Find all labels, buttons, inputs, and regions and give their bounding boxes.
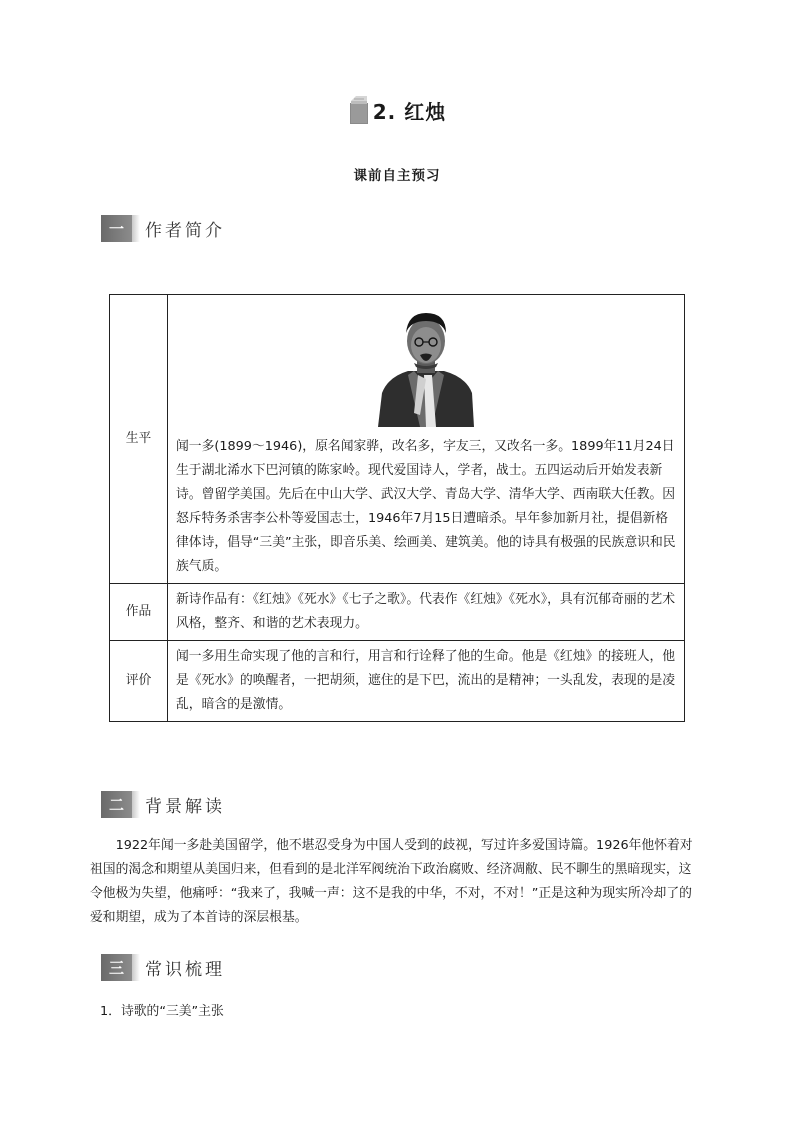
section-number: 三 [101, 954, 132, 981]
section-header-author [101, 214, 225, 242]
section-number: 一 [101, 215, 132, 242]
background-paragraph: 1922年闻一多赴美国留学，他不堪忍受身为中国人受到的歧视，写过许多爱国诗篇。1926年他怀着对祖国的渴念和期望从美国归来，但看到的是北洋军阀统治下政治腐败、经济凋敝、民不聊生的黑暗现实，这令他极为失望，他痛呼：“我来了，我喊一声：这不是我的中华，不对，不对！”正是这种为现实所冷却了的爱和期望，成为了本首诗的深层根基。 [90, 838, 693, 925]
section-number: 二 [101, 791, 132, 818]
section-title: 背景解读 [145, 796, 225, 817]
knowledge-list-item: 1．诗歌的“三美”主张 [100, 1004, 224, 1019]
table-row-life [110, 295, 685, 584]
evaluation-description: 闻一多用生命实现了他的言和行，用言和行诠释了他的生命。他是《红烛》的接班人，他是《死水》的唤醒者，一把胡须，遮住的是下巴，流出的是精神；一头乱发，表现的是凌乱，暗含的是激情。 [168, 641, 685, 722]
works-description: 新诗作品有：《红烛》《死水》《七子之歌》。代表作《红烛》《死水》，具有沉郁奇丽的艺术风格，整齐、和谐的艺术表现力。 [168, 584, 685, 641]
section-shadow-decoration [132, 954, 140, 981]
row-label: 作品 [110, 584, 168, 641]
portrait-image [374, 305, 478, 427]
author-info-table [109, 294, 685, 722]
section-title: 常识梳理 [145, 959, 225, 980]
row-label: 评价 [110, 641, 168, 722]
row-content-life [168, 295, 685, 584]
page-subtitle: 课前自主预习 [353, 168, 441, 184]
open-book-icon [348, 95, 370, 125]
section-shadow-decoration [132, 215, 140, 242]
page-title: 2. 红烛 [372, 99, 447, 124]
title-block [0, 95, 794, 125]
author-portrait-photo [374, 305, 478, 427]
section-header-background [101, 790, 225, 818]
section-header-knowledge [101, 953, 225, 981]
row-label: 生平 [110, 295, 168, 584]
life-description: 闻一多(1899～1946)，原名闻家骅，改名多，字友三，又改名一多。1899年11月24日生于湖北浠水下巴河镇的陈家岭。现代爱国诗人，学者，战士。五四运动后开始发表新诗。曾留学美国。先后在中山大学、武汉大学、青岛大学、清华大学、西南联大任教。因怒斥特务杀害李公朴等爱国志士，1946年7月15日遭暗杀。早年参加新月社，提倡新格律体诗，倡导“三美”主张，即音乐美、绘画美、建筑美。他的诗具有极强的民族意识和民族气质。 [176, 439, 676, 574]
section-shadow-decoration [132, 791, 140, 818]
table-row-evaluation [110, 641, 685, 722]
section-title: 作者简介 [145, 220, 225, 241]
table-row-works [110, 584, 685, 641]
